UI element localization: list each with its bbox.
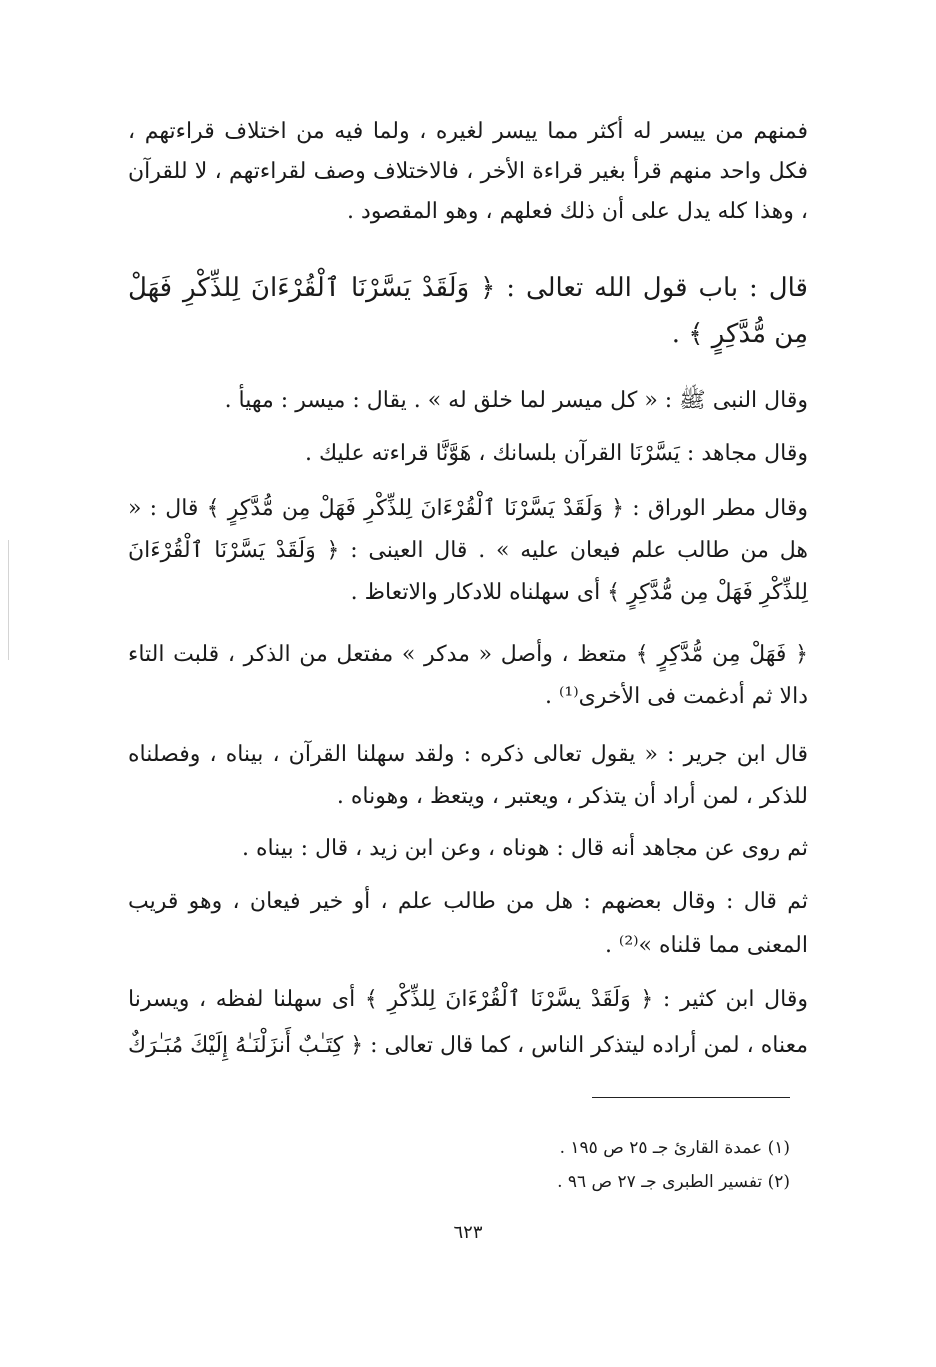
page-number: ٦٢٣ [453,1222,483,1243]
footnote-2: (٢) تفسير الطبرى جـ ٢٧ ص ٩٦ . [557,1172,790,1192]
scan-edge-mark [8,540,9,660]
paragraph-8: ثم روى عن مجاهد أنه قال : هوناه ، وعن ابن زيد ، قال : بيناه . [241,836,808,861]
paragraph-10: وقال ابن كثير : ﴿ وَلَقَدْ يسَّرْنَا ٱلْقُرْءَانَ لِلذِّكْرِ ﴾ أى سهلنا لفظه ، ويسرنا معناه ، لمن أراده ليتذكر الناس ، كما قال تعالى : ﴿ كِتَـٰبٌ أَنزَلْنَـٰهُ إِلَيْكَ مُبَـٰرَكٌ [128,987,808,1058]
paragraph-4: وقال مجاهد : يَسَّرْنَا القرآن بلسانك ، هَوَّنَّا قراءته عليك . [305,441,808,466]
paragraph-3: وقال النبى ﷺ : « كل ميسر لما خلق له » . يقال : ميسر : مهيأ . [224,388,808,413]
footnote-1: (١) عمدة القارئ جـ ٢٥ ص ١٩٥ . [559,1138,790,1158]
paragraph-5: وقال مطر الوراق : ﴿ وَلَقَدْ يَسَّرْنَا ٱلْقُرْءَانَ لِلذِّكْرِ فَهَلْ مِن مُّدَّكِرٍ ﴾ قال : « هل من طالب علم فيعان عليه » . قال العينى : ﴿ وَلَقَدْ يَسَّرْنَا ٱلْقُرْءَانَ لِلذِّكْرِ فَهَلْ مِن مُّدَّكِرٍ ﴾ أى سهلناه للادكار والاتعاظ . [128,496,808,605]
paragraph-1: فمنهم من ييسر له أكثر مما ييسر لغيره ، ولما فيه من اختلاف قراءتهم ، فكل واحد منهم قرأ بغير قراءة الأخر ، فالاختلاف وصف لقراءتهم ، لا للقرآن ، وهذا كله يدل على أن ذلك فعلهم ، وهو المقصود . [128,119,808,224]
paragraph-6: ﴿ فَهَلْ مِن مُّدَّكِرٍ ﴾ متعظ ، وأصل « مدكر » مفتعل من الذكر ، قلبت التاء دالا ثم أدغمت فى الأخرى⁽¹⁾ . [128,642,808,709]
paragraph-9: ثم قال : وقال بعضهم : هل من طالب علم ، أو خير فيعان ، وهو قريب المعنى مما قلناه »⁽²⁾ . [128,889,808,958]
footnote-separator [592,1097,790,1098]
paragraph-2-heading: قال : باب قول الله تعالى : ﴿ وَلَقَدْ يَسَّرْنَا ٱلْقُرْءَانَ لِلذِّكْرِ فَهَلْ مِن مُّدَّكِرٍ ﴾ . [128,273,808,349]
paragraph-7: قال ابن جرير : « يقول تعالى ذكره : ولقد سهلنا القرآن ، بيناه ، وفصلناه للذكر ، لمن أراد أن يتذكر ، ويعتبر ، ويتعظ ، وهوناه . [128,742,808,809]
